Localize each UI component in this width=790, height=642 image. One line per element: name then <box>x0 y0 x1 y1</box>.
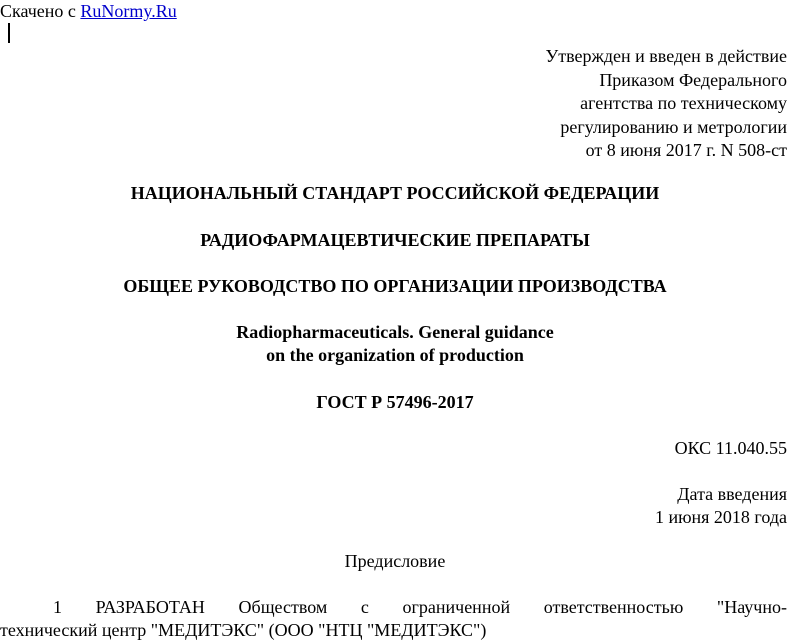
source-line <box>0 0 177 23</box>
approval-line-3: агентства по техническому <box>580 93 787 113</box>
english-title-line-1: Radiopharmaceuticals. General guidance <box>236 322 554 342</box>
introduction-date-block <box>655 483 787 529</box>
oks-code: ОКС 11.040.55 <box>674 438 787 458</box>
national-standard-title: НАЦИОНАЛЬНЫЙ СТАНДАРТ РОССИЙСКОЙ ФЕДЕРАЦИИ <box>130 183 660 203</box>
approval-block <box>545 45 787 163</box>
approval-line-5: от 8 июня 2017 г. N 508-ст <box>585 140 787 160</box>
english-title-line-2: on the organization of production <box>266 345 524 365</box>
gost-number: ГОСТ Р 57496-2017 <box>316 392 474 412</box>
guidance-title: ОБЩЕЕ РУКОВОДСТВО ПО ОРГАНИЗАЦИИ ПРОИЗВОДСТВА <box>123 276 667 296</box>
english-title <box>0 321 790 367</box>
preface-item-1 <box>0 596 787 642</box>
approval-line-1: Утвержден и введен в действие <box>545 46 787 66</box>
subject-title: РАДИОФАРМАЦЕВТИЧЕСКИЕ ПРЕПАРАТЫ <box>200 230 590 250</box>
preface-item-1-line-1: 1 РАЗРАБОТАН Обществом с ограниченной ответственностью "Научно- <box>53 597 787 617</box>
source-link[interactable]: RuNormy.Ru <box>80 1 177 21</box>
source-prefix: Скачено с <box>0 1 81 21</box>
introduction-date-label: Дата введения <box>677 484 787 504</box>
text-cursor <box>8 23 10 43</box>
introduction-date-value: 1 июня 2018 года <box>654 507 787 527</box>
preface-item-1-line-2: технический центр "МЕДИТЭКС" (ООО "НТЦ "МЕДИТЭКС") <box>0 620 487 640</box>
approval-line-2: Приказом Федерального <box>599 69 787 90</box>
preface-heading: Предисловие <box>344 551 446 571</box>
approval-line-4: регулированию и метрологии <box>560 116 787 137</box>
